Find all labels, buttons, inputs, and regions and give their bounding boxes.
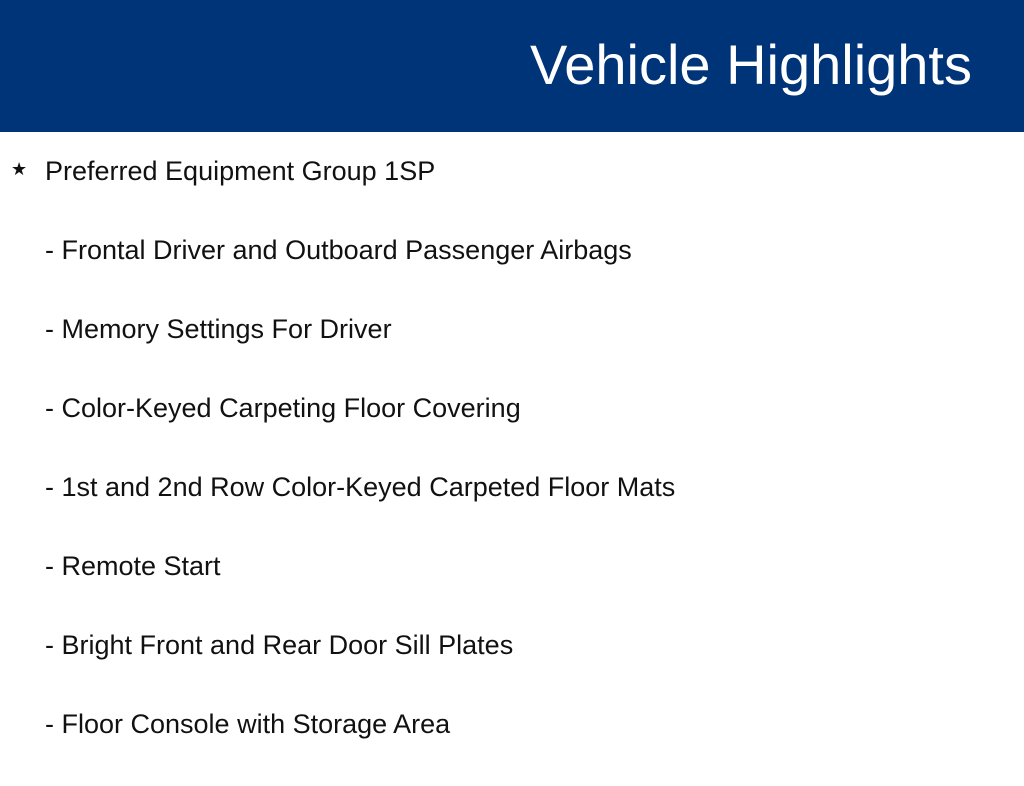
equipment-group	[0, 154, 1000, 188]
feature-list	[45, 233, 675, 786]
page-title: Vehicle Highlights	[529, 33, 972, 96]
feature-item: - Remote Start	[45, 551, 221, 581]
header-bar	[0, 0, 1024, 132]
feature-item: - Color-Keyed Carpeting Floor Covering	[45, 393, 521, 423]
star-icon: ★	[11, 159, 28, 180]
feature-item: - Memory Settings For Driver	[45, 314, 392, 344]
feature-item: - 1st and 2nd Row Color-Keyed Carpeted Floor Mats	[45, 472, 676, 502]
feature-item: - Bright Front and Rear Door Sill Plates	[45, 630, 514, 660]
feature-item: - Frontal Driver and Outboard Passenger Airbags	[45, 235, 632, 265]
content-area	[0, 132, 1024, 768]
equipment-group-label: Preferred Equipment Group 1SP	[45, 156, 436, 186]
feature-item: - Floor Console with Storage Area	[45, 709, 451, 739]
